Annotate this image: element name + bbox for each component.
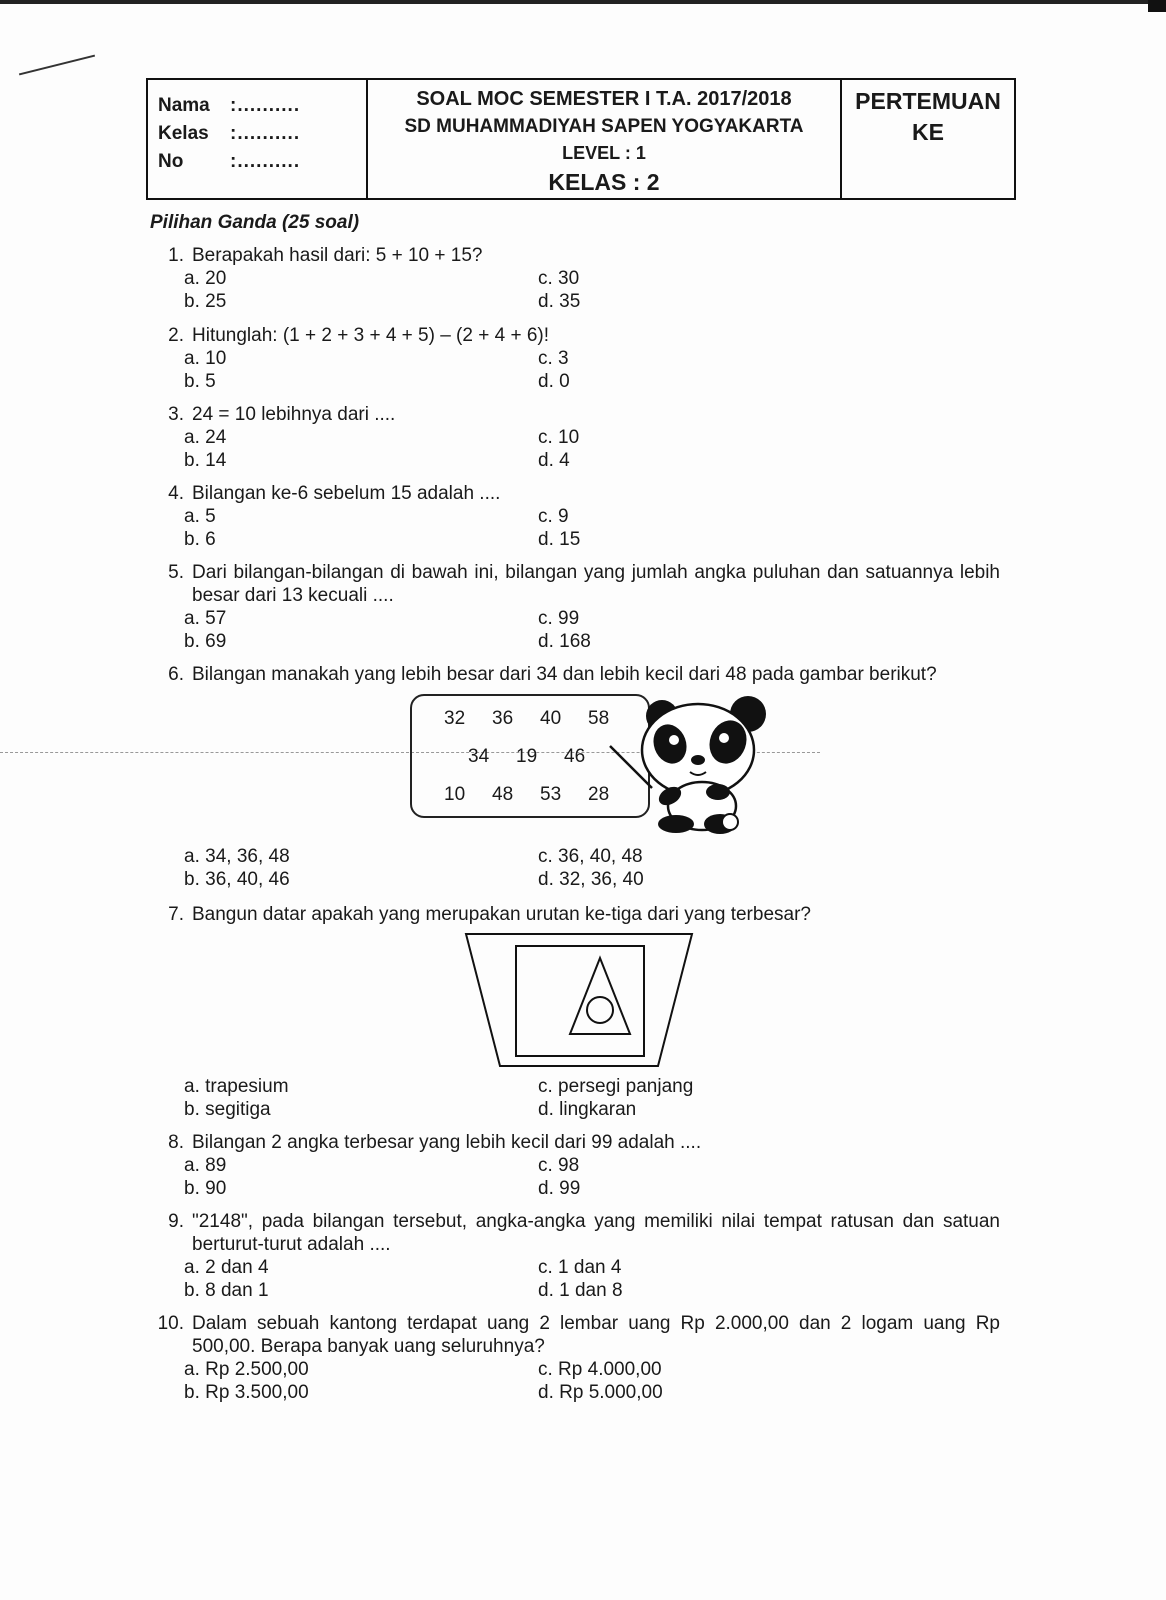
name-field[interactable]: Nama :.......... (158, 95, 301, 116)
option-d[interactable]: d. 15 (538, 529, 581, 550)
section-title: Pilihan Ganda (25 soal) (150, 212, 360, 233)
option-b[interactable]: b. 14 (184, 450, 227, 471)
option-b[interactable]: b. 90 (184, 1178, 227, 1199)
option-d[interactable]: d. 0 (538, 371, 570, 392)
option-c[interactable]: c. 1 dan 4 (538, 1257, 622, 1278)
option-c[interactable]: c. 9 (538, 506, 569, 527)
option-d[interactable]: d. 99 (538, 1178, 581, 1199)
option-a[interactable]: a. Rp 2.500,00 (184, 1359, 309, 1380)
exam-class: KELAS : 2 (548, 169, 660, 195)
option-b[interactable]: b. 25 (184, 291, 227, 312)
exam-title-box (368, 80, 842, 198)
number-board: 32 36 40 58 34 19 46 10 48 53 28 (410, 694, 650, 818)
option-c[interactable]: c. 30 (538, 268, 580, 289)
option-a[interactable]: a. 89 (184, 1155, 227, 1176)
option-d[interactable]: d. Rp 5.000,00 (538, 1382, 663, 1403)
option-a[interactable]: a. 34, 36, 48 (184, 846, 290, 867)
option-b[interactable]: b. 6 (184, 529, 216, 550)
question-6-options (150, 845, 1000, 891)
pen-stroke-mark (19, 55, 95, 76)
option-c[interactable]: c. 3 (538, 348, 569, 369)
option-d[interactable]: d. 1 dan 8 (538, 1280, 623, 1301)
exam-header (146, 78, 1016, 200)
option-b[interactable]: b. 69 (184, 631, 227, 652)
option-c[interactable]: c. 99 (538, 608, 580, 629)
question-7: 7. Bangun datar apakah yang merupakan urutan ke-tiga dari yang terbesar? (168, 904, 811, 925)
student-info-box (148, 80, 368, 198)
option-a[interactable]: a. 5 (184, 506, 216, 527)
option-a[interactable]: a. trapesium (184, 1076, 289, 1097)
option-b[interactable]: b. Rp 3.500,00 (184, 1382, 309, 1403)
option-d[interactable]: d. 32, 36, 40 (538, 869, 644, 890)
option-b[interactable]: b. 5 (184, 371, 216, 392)
option-d[interactable]: d. 4 (538, 450, 570, 471)
question-2: 2. Hitunglah: (1 + 2 + 3 + 4 + 5) – (2 + 4 + 6)! a. 10 b. 5 c. 3 d. 0 (168, 325, 570, 392)
option-d[interactable]: d. 168 (538, 631, 591, 652)
option-d[interactable]: d. 35 (538, 291, 581, 312)
option-c[interactable]: c. Rp 4.000,00 (538, 1359, 662, 1380)
meeting-box (842, 80, 1014, 198)
option-b[interactable]: b. 8 dan 1 (184, 1280, 269, 1301)
question-10: 10. Dalam sebuah kantong terdapat uang 2 lembar uang Rp 2.000,00 dan 2 logam uang Rp 500,00. Berapa banyak uang seluruhnya? a. Rp 2.500,00 b. Rp 3.500,00 c. Rp 4.000,00 d. Rp 5.000,00 (157, 1313, 1000, 1403)
question-9: 9. "2148", pada bilangan tersebut, angka-angka yang memiliki nilai tempat ratusan dan satuan berturut-turut adalah .... a. 2 dan 4 b. 8 dan 1 c. 1 dan 4 d. 1 dan 8 (168, 1211, 1000, 1301)
option-a[interactable]: a. 20 (184, 268, 227, 289)
question-5: 5. Dari bilangan-bilangan di bawah ini, bilangan yang jumlah angka puluhan dan satuannya lebih besar dari 13 kecuali .... a. 57 b. 69 c. 99 d. 168 (168, 562, 1000, 652)
option-c[interactable]: c. persegi panjang (538, 1076, 694, 1097)
school-name: SD MUHAMMADIYAH SAPEN YOGYAKARTA (404, 116, 804, 137)
option-c[interactable]: c. 98 (538, 1155, 580, 1176)
option-b[interactable]: b. segitiga (184, 1099, 271, 1120)
option-a[interactable]: a. 24 (184, 427, 227, 448)
scan-top-border (0, 0, 1166, 4)
nested-shapes-figure (462, 930, 698, 1070)
option-d[interactable]: d. lingkaran (538, 1099, 637, 1120)
question-1: 1. Berapakah hasil dari: 5 + 10 + 15? a. 20 b. 25 c. 30 d. 35 (168, 245, 581, 312)
question-8: 8. Bilangan 2 angka terbesar yang lebih kecil dari 99 adalah .... a. 89 b. 90 c. 98 d. 99 (168, 1132, 702, 1199)
exam-level: LEVEL : 1 (562, 143, 646, 163)
number-field[interactable]: No :.......... (158, 151, 301, 172)
option-a[interactable]: a. 57 (184, 608, 227, 629)
exam-title: SOAL MOC SEMESTER I T.A. 2017/2018 (416, 88, 792, 110)
question-4: 4. Bilangan ke-6 sebelum 15 adalah .... a. 5 b. 6 c. 9 d. 15 (168, 483, 581, 550)
option-a[interactable]: a. 2 dan 4 (184, 1257, 269, 1278)
option-b[interactable]: b. 36, 40, 46 (184, 869, 290, 890)
class-field[interactable]: Kelas :.......... (158, 123, 301, 144)
question-6: 6. Bilangan manakah yang lebih besar dari 34 dan lebih kecil dari 48 pada gambar berikut? (168, 664, 937, 685)
option-c[interactable]: c. 10 (538, 427, 580, 448)
question-7-options (150, 1075, 1000, 1121)
option-a[interactable]: a. 10 (184, 348, 227, 369)
question-3: 3. 24 = 10 lebihnya dari .... a. 24 b. 14 c. 10 d. 4 (168, 404, 580, 471)
option-c[interactable]: c. 36, 40, 48 (538, 846, 643, 867)
meeting-label: PERTEMUAN (855, 88, 1001, 114)
panda-illustration (596, 688, 776, 838)
meeting-label-ke: KE (912, 119, 944, 145)
scan-corner-mark (1148, 0, 1166, 12)
